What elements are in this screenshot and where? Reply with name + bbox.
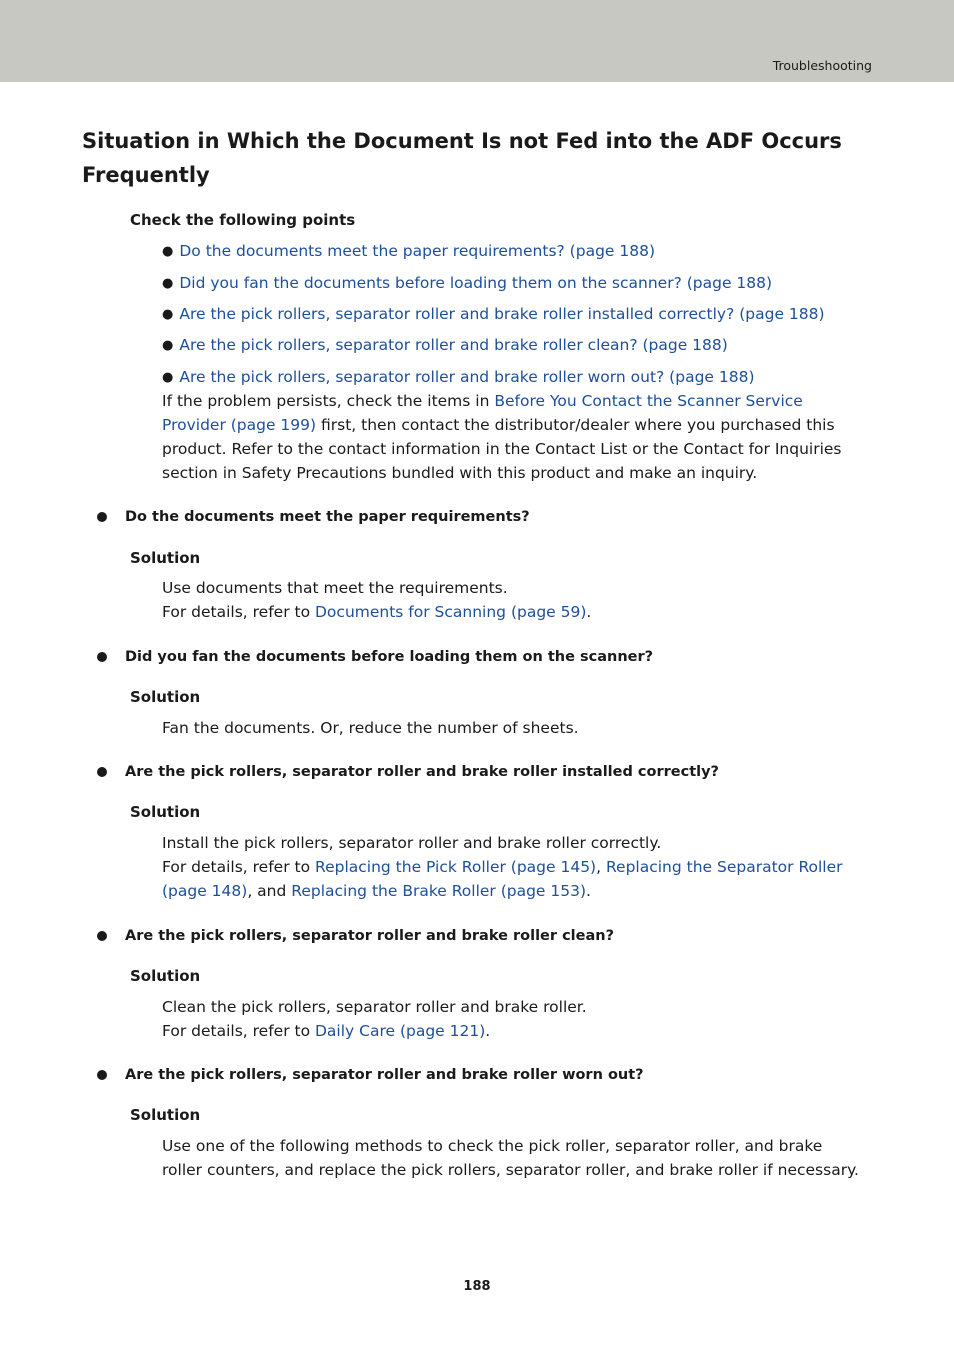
- replacing-pick-roller-link[interactable]: Replacing the Pick Roller (page 145): [315, 858, 597, 876]
- solution-refer-line: [162, 600, 862, 624]
- persist-text-post: first, then contact the distributor/dealer where you purchased this product. Refer to the contact information in the Contact List or the Contact for Inquiries section in Safety Precautions bundled with this product and make an inquiry.: [162, 416, 842, 482]
- solution-label: Solution: [130, 549, 201, 567]
- check-link-4[interactable]: Are the pick rollers, separator roller and brake roller clean? (page 188): [179, 336, 728, 354]
- replacing-brake-roller-link[interactable]: Replacing the Brake Roller (page 153): [291, 882, 587, 900]
- bullet-icon: ●: [162, 338, 174, 353]
- solution-text: [162, 576, 862, 624]
- solution-line: Use one of the following methods to check the pick roller, separator roller, and brake roller counters, and replace the pick rollers, separator roller, and brake roller if necessary.: [162, 1137, 859, 1179]
- check-link-5[interactable]: Are the pick rollers, separator roller and brake roller worn out? (page 188): [179, 368, 755, 386]
- check-item: [162, 271, 772, 297]
- solution-line: Fan the documents. Or, reduce the number of sheets.: [162, 719, 579, 737]
- solution-line: Install the pick rollers, separator roller and brake roller correctly.: [162, 834, 662, 852]
- solution-line: Use documents that meet the requirements.: [162, 579, 508, 597]
- question-heading: Did you fan the documents before loading them on the scanner?: [125, 649, 654, 665]
- check-item: [162, 239, 655, 265]
- check-link-2[interactable]: Did you fan the documents before loading them on the scanner? (page 188): [179, 274, 773, 292]
- contact-provider-link[interactable]: Before You Contact the Scanner Service Provider (page 199): [162, 392, 803, 434]
- daily-care-link[interactable]: Daily Care (page 121): [315, 1022, 486, 1040]
- check-link-3[interactable]: Are the pick rollers, separator roller and brake roller installed correctly? (page 188): [179, 305, 825, 323]
- solution-refer-line: [162, 1019, 862, 1043]
- page-number: 188: [463, 1279, 491, 1294]
- refer-punct: .: [586, 882, 591, 900]
- question-bullet-icon: [97, 931, 107, 941]
- solution-line: Clean the pick rollers, separator roller and brake roller.: [162, 998, 587, 1016]
- check-link-1[interactable]: Do the documents meet the paper requirements? (page 188): [179, 242, 655, 260]
- question-bullet-icon: [97, 767, 107, 777]
- solution-label: Solution: [130, 688, 201, 706]
- question-bullet-icon: [97, 652, 107, 662]
- bullet-icon: ●: [162, 370, 174, 385]
- documents-for-scanning-link[interactable]: Documents for Scanning (page 59): [315, 603, 587, 621]
- refer-punct: .: [586, 603, 592, 621]
- refer-punct: .: [485, 1022, 491, 1040]
- question-bullet-icon: [97, 512, 107, 522]
- check-item: [162, 333, 728, 359]
- persist-text-pre: If the problem persists, check the items in: [162, 392, 495, 410]
- header-band: [0, 0, 954, 82]
- bullet-icon: ●: [162, 276, 174, 291]
- check-item: [162, 365, 755, 391]
- check-item: [162, 302, 825, 328]
- solution-text: [162, 831, 862, 903]
- refer-text: For details, refer to: [162, 603, 315, 621]
- bullet-icon: ●: [162, 244, 174, 259]
- solution-text: [162, 716, 862, 740]
- solution-refer-line: [162, 855, 862, 903]
- solution-label: Solution: [130, 1106, 201, 1124]
- check-heading: Check the following points: [130, 211, 356, 229]
- question-bullet-icon: [97, 1070, 107, 1080]
- header-section-label: Troubleshooting: [772, 58, 872, 73]
- solution-label: Solution: [130, 967, 201, 985]
- refer-text: For details, refer to: [162, 1022, 315, 1040]
- question-heading: Are the pick rollers, separator roller and brake roller installed correctly?: [125, 764, 719, 780]
- question-heading: Are the pick rollers, separator roller and brake roller worn out?: [125, 1067, 644, 1083]
- persist-paragraph: [162, 389, 862, 485]
- refer-separator: ,: [596, 858, 606, 876]
- question-heading: Do the documents meet the paper requirements?: [125, 509, 530, 525]
- solution-text: [162, 995, 862, 1043]
- refer-separator: , and: [247, 882, 292, 900]
- page-title: Situation in Which the Document Is not Fed into the ADF Occurs Frequently: [82, 129, 842, 187]
- solution-label: Solution: [130, 803, 201, 821]
- refer-text: For details, refer to: [162, 858, 315, 876]
- question-heading: Are the pick rollers, separator roller and brake roller clean?: [125, 928, 614, 944]
- replacing-separator-roller-link[interactable]: Replacing the Separator Roller (page 148): [162, 858, 843, 900]
- solution-text: [162, 1134, 862, 1182]
- bullet-icon: ●: [162, 307, 174, 322]
